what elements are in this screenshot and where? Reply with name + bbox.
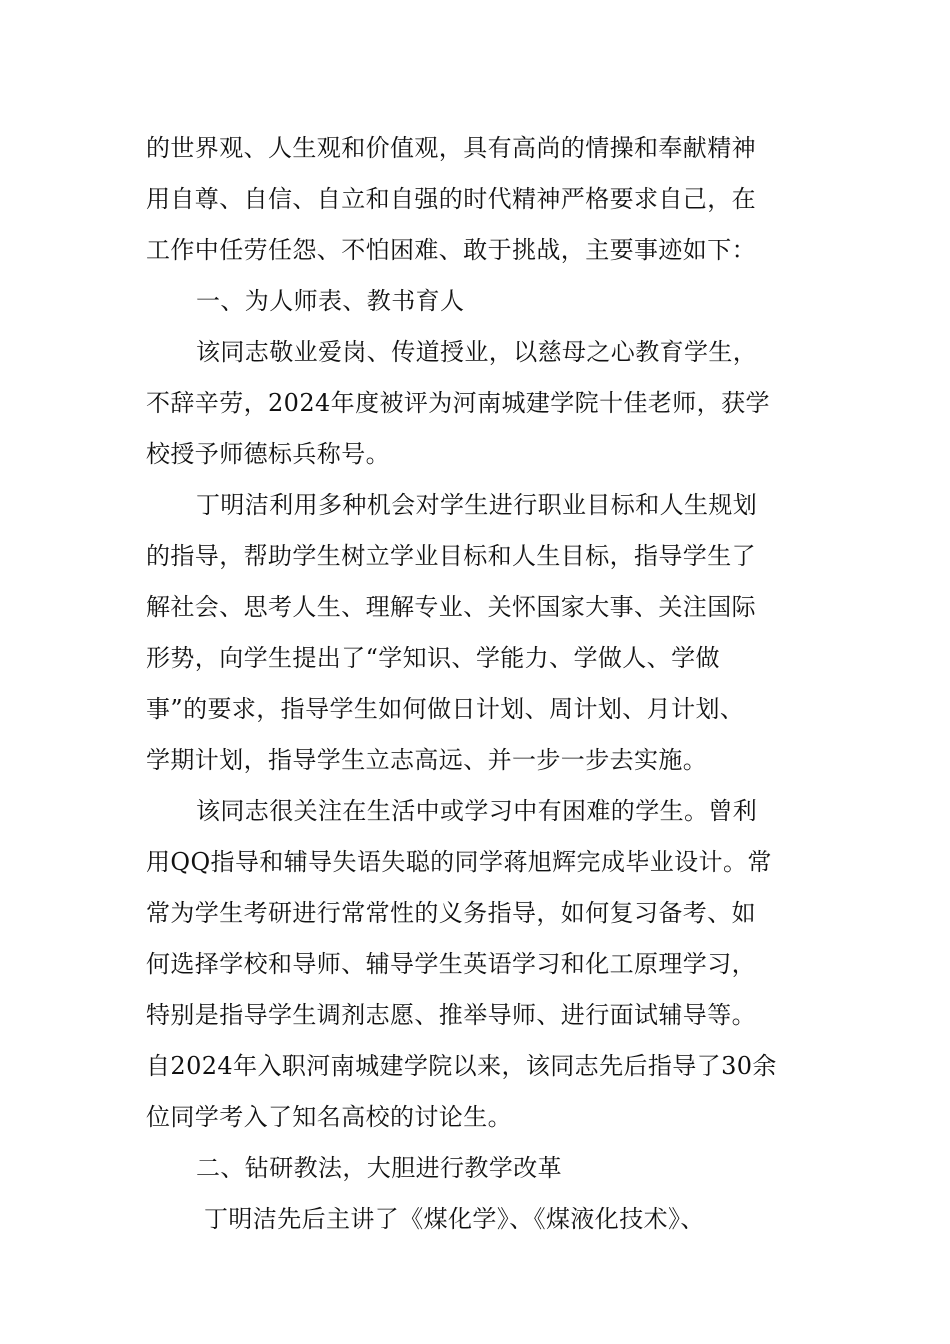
text-line: 用QQ指导和辅导失语失聪的同学蒋旭辉完成毕业设计。常 [146,848,772,876]
section-heading: 一、为人师表、教书育人 [196,287,465,315]
text-line: 形势，向学生提出了“学知识、学能力、学做人、学做 [146,644,720,672]
text-line: 工作中任劳任怨、不怕困难、敢于挑战，主要事迹如下： [146,236,756,264]
text-line: 常为学生考研进行常常性的义务指导，如何复习备考、如 [146,899,756,927]
text-line: 特别是指导学生调剂志愿、推举导师、进行面试辅导等。 [146,1001,756,1029]
text-line: 事”的要求，指导学生如何做日计划、周计划、月计划、 [146,695,745,723]
text-line: 校授予师德标兵称号。 [146,440,390,468]
paragraph-first-line: 该同志敬业爱岗、传道授业，以慈母之心教育学生， [196,338,758,366]
text-line: 的指导，帮助学生树立学业目标和人生目标，指导学生了 [146,542,756,570]
paragraph-first-line: 丁明洁利用多种机会对学生进行职业目标和人生规划 [196,491,758,519]
section-heading: 二、钻研教法，大胆进行教学改革 [196,1154,562,1182]
paragraph-first-line: 该同志很关注在生活中或学习中有困难的学生。曾利 [196,797,758,825]
text-line: 用自尊、自信、自立和自强的时代精神严格要求自己，在 [146,185,756,213]
text-line: 何选择学校和导师、辅导学生英语学习和化工原理学习， [146,950,756,978]
text-line: 的世界观、人生观和价值观，具有高尚的情操和奉献精神 [146,134,756,162]
text-line: 学期计划，指导学生立志高远、并一步一步去实施。 [146,746,708,774]
paragraph-first-line: 丁明洁先后主讲了《煤化学》、《煤液化技术》、 [204,1205,705,1233]
text-line: 解社会、思考人生、理解专业、关怀国家大事、关注国际 [146,593,756,621]
text-line: 不辞辛劳，2024年度被评为河南城建学院十佳老师，获学 [146,389,770,417]
text-line: 位同学考入了知名高校的讨论生。 [146,1103,512,1131]
text-line: 自2024年入职河南城建学院以来，该同志先后指导了30余 [146,1052,777,1080]
